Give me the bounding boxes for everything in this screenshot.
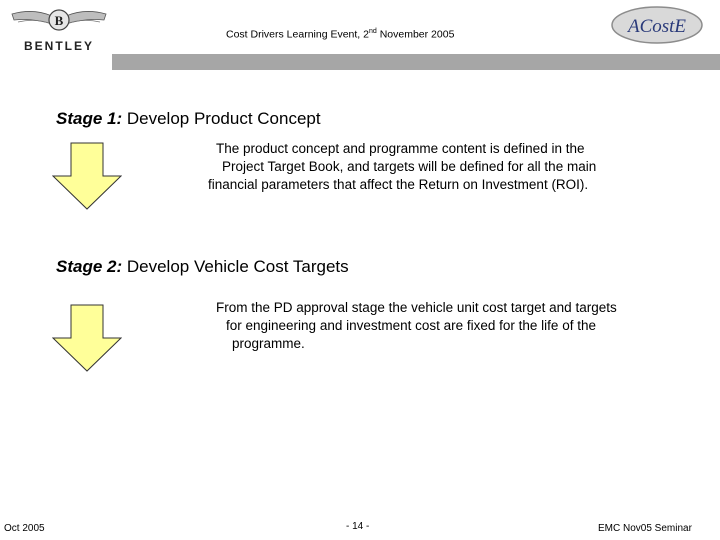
header-title-superscript: nd [368,28,377,35]
stage-1-text-line: Project Target Book, and targets will be defined for all the main [222,159,597,174]
acoste-logo [610,5,704,45]
bentley-badge-letter: B [54,13,64,28]
stage-1-text-line: The product concept and programme content is defined in the [216,141,585,156]
stage-2-text-line: From the PD approval stage the vehicle unit cost target and targets [216,300,617,315]
stage-2-text-line: for engineering and investment cost are fixed for the life of the [226,318,596,333]
footer-date: Oct 2005 [4,523,45,534]
stage-2-title: Develop Vehicle Cost Targets [122,257,349,276]
stage-1-label: Stage 1: [56,109,123,128]
stage-1-heading [56,109,321,129]
down-arrow-icon [52,304,122,372]
stage-2-heading [56,257,349,277]
stage-2-label: Stage 2: [56,257,123,276]
bentley-logo [8,2,110,56]
header-bar [112,54,720,70]
page-number: - 14 - [346,521,370,532]
stage-1-text-line: financial parameters that affect the Return on Investment (ROI). [208,177,589,192]
bentley-wordmark: BENTLEY [23,39,95,53]
acoste-wordmark: ACostE [627,16,687,37]
stage-2-text-line: programme. [232,336,305,351]
down-arrow-icon [52,142,122,210]
stage-1-title: Develop Product Concept [122,109,321,128]
header-title: Cost Drivers Learning Event, 2nd November 2005 [226,28,455,41]
footer-event: EMC Nov05 Seminar [598,523,692,534]
